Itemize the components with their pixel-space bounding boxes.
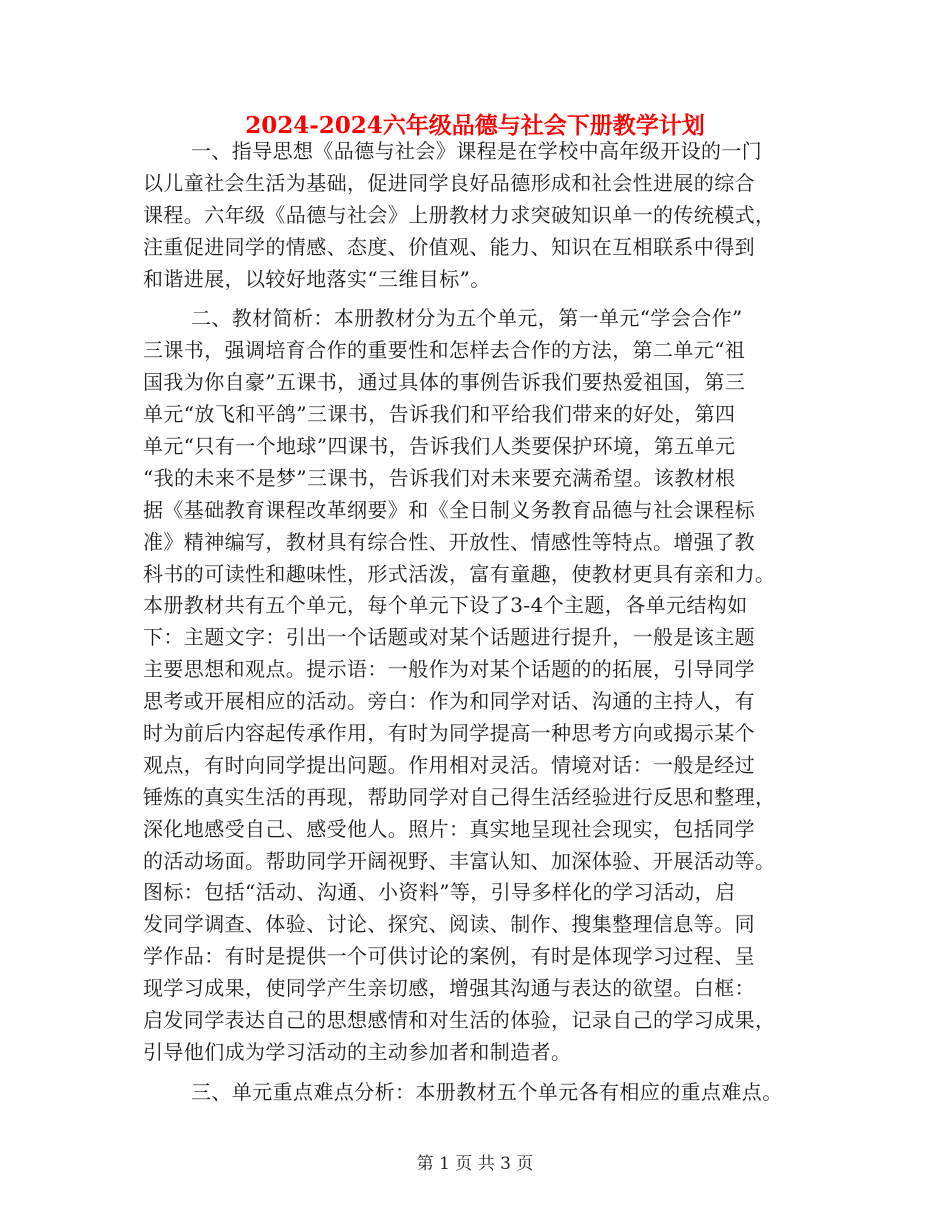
text-line: 本册教材共有五个单元，每个单元下设了3-4个主题，各单元结构如 — [143, 593, 748, 618]
text-line: 课程。六年级《品德与社会》上册教材力求突破知识单一的传统模式， — [143, 202, 776, 227]
text-line: 二、教材简析：本册教材分为五个单元，第一单元“学会合作” — [191, 306, 743, 331]
text-line: 主要思想和观点。提示语：一般作为对某个话题的的拓展，引导同学 — [143, 657, 755, 682]
paragraph-guiding-thought — [143, 136, 815, 295]
page-number-footer: 第 1 页 共 3 页 — [416, 1154, 534, 1174]
text-line: 国我为你自豪”五课书，通过具体的事例告诉我们要热爱祖国，第三 — [143, 370, 746, 395]
text-line: 下：主题文字：引出一个话题或对某个话题进行提升，一般是该主题 — [143, 625, 755, 650]
text-line: 科书的可读性和趣味性，形式活泼，富有童趣，使教材更具有亲和力。 — [143, 561, 776, 586]
text-line: 深化地感受自己、感受他人。照片：真实地呈现社会现实，包括同学 — [143, 816, 755, 841]
text-line: 三、单元重点难点分析：本册教材五个单元各有相应的重点难点。 — [191, 1079, 783, 1104]
text-line: 单元“只有一个地球”四课书，告诉我们人类要保护环境，第五单元 — [143, 434, 736, 459]
text-line: 发同学调查、体验、讨论、探究、阅读、制作、搜集整理信息等。同 — [143, 912, 755, 937]
text-line: 的活动场面。帮助同学开阔视野、丰富认知、加深体验、开展活动等。 — [143, 848, 776, 873]
text-line: 观点，有时向同学提出问题。作用相对灵活。情境对话：一般是经过 — [143, 752, 755, 777]
text-line: 据《基础教育课程改革纲要》和《全日制义务教育品德与社会课程标 — [143, 497, 755, 522]
text-line: 时为前后内容起传承作用，有时为同学提高一种思考方向或揭示某个 — [143, 721, 755, 746]
text-line: 注重促进同学的情感、态度、价值观、能力、知识在互相联系中得到 — [143, 234, 755, 259]
text-line: 启发同学表达自己的思想感情和对生活的体验，记录自己的学习成果， — [143, 1008, 776, 1033]
text-line: 思考或开展相应的活动。旁白：作为和同学对话、沟通的主持人，有 — [143, 689, 755, 714]
paragraph-textbook-analysis — [143, 303, 815, 1068]
text-line: 现学习成果，使同学产生亲切感，增强其沟通与表达的欲望。白框： — [143, 976, 755, 1001]
text-line: 锤炼的真实生活的再现，帮助同学对自己得生活经验进行反思和整理， — [143, 784, 776, 809]
text-line: 和谐进展，以较好地落实“三维目标”。 — [143, 266, 491, 291]
paragraph-unit-key-points — [143, 1077, 815, 1109]
text-line: 学作品：有时是提供一个可供讨论的案例，有时是体现学习过程、呈 — [143, 944, 755, 969]
document-title: 2024-2024六年级品德与社会下册教学计划 — [245, 112, 705, 139]
text-line: 图标：包括“活动、沟通、小资料”等，引导多样化的学习活动，启 — [143, 880, 736, 905]
text-line: “我的未来不是梦”三课书，告诉我们对未来要充满希望。该教材根 — [143, 465, 736, 490]
text-line: 单元“放飞和平鸽”三课书，告诉我们和平给我们带来的好处，第四 — [143, 402, 736, 427]
text-line: 以儿童社会生活为基础，促进同学良好品德形成和社会性进展的综合 — [143, 170, 755, 195]
text-line: 引导他们成为学习活动的主动参加者和制造者。 — [143, 1039, 572, 1064]
document-body — [143, 136, 815, 1117]
text-line: 准》精神编写，教材具有综合性、开放性、情感性等特点。增强了教 — [143, 529, 755, 554]
text-line: 一、指导思想《品德与社会》课程是在学校中高年级开设的一门 — [191, 139, 763, 163]
text-line: 三课书，强调培育合作的重要性和怎样去合作的方法，第二单元“祖 — [143, 338, 746, 363]
